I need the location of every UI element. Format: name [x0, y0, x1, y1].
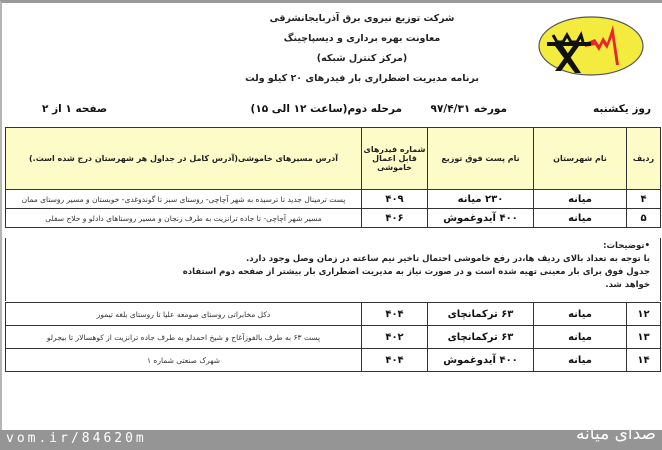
cell-feeder: ۴۰۴ [362, 303, 428, 326]
cell-address: دکل مخابراتی روستای صومعه علیا تا روستای بلغه تیمور [6, 303, 362, 326]
cell-post: ۶۳ ترکمانچای [428, 326, 534, 349]
header-radif: ردیف [627, 128, 661, 190]
cell-radif: ۱۴ [627, 349, 661, 372]
watermark-footer [0, 424, 662, 450]
cell-city: میانه [534, 303, 627, 326]
power-company-logo-icon [537, 15, 645, 77]
cell-feeder: ۴۰۴ [362, 349, 428, 372]
company-name: شرکت توزیع نیروی برق آذربایجانشرقی [269, 13, 455, 24]
note-line: جدول فوق برای بار معینی تهیه شده است و در صورت نیاز به مدیریت اضطراری بار بیشتر از صفحه دوم استفاده [182, 267, 650, 277]
short-url: vom.ir/84620m [6, 431, 147, 446]
table-row [6, 303, 661, 326]
header-post: نام پست فوق توزیع [428, 128, 534, 190]
cell-city: میانه [534, 326, 627, 349]
cell-radif: ۱۳ [627, 326, 661, 349]
brand-watermark: صدای میانه [575, 424, 656, 444]
cell-post: ۲۳۰ میانه [428, 190, 534, 209]
table-row [6, 349, 661, 372]
cell-address: پست ترمینال جدید تا ترسیده به شهر آچاچی- روستای سبز تا گوندوغدی- خوبستان و مسیر روستای ممان [6, 190, 362, 209]
cell-post: ۶۳ ترکمانچای [428, 303, 534, 326]
center-name: (مرکز کنترل شبکه) [316, 53, 408, 64]
cell-feeder: ۴۰۶ [362, 209, 428, 228]
page-number: صفحه ۱ از ۲ [42, 103, 108, 115]
header-feeder: شماره فیدرهای قابل اعمال خاموشی [362, 128, 428, 190]
cell-post: ۴۰۰ آیدوغموش [428, 349, 534, 372]
cell-radif: ۱۲ [627, 303, 661, 326]
document-title: برنامه مدیریت اضطراری بار فیدرهای ۲۰ کیلو ولت [245, 73, 479, 84]
phase-label: مرحله دوم(ساعت ۱۲ الی ۱۵) [250, 103, 402, 115]
header-city: نام شهرستان [534, 128, 627, 190]
date-label: مورخه ۹۷/۴/۳۱ [430, 103, 507, 115]
cell-radif: ۵ [627, 209, 661, 228]
table-row [6, 326, 661, 349]
cell-radif: ۴ [627, 190, 661, 209]
cell-feeder: ۴۰۹ [362, 190, 428, 209]
notes-section [5, 238, 661, 301]
document-header [202, 9, 522, 89]
cell-feeder: ۴۰۲ [362, 326, 428, 349]
table-row [6, 190, 661, 209]
note-line: با توجه به تعداد بالای ردیف ها،در رفع خاموشی احتمال تاخیر نیم ساعته در زمان وصل وجود دارد. [246, 254, 650, 264]
notes-title: • توضیحات: [16, 240, 650, 253]
outage-table-top [5, 127, 661, 228]
note-line: خواهد شد. [605, 280, 650, 290]
cell-address: پست ۶۳ به طرف بالفوزآغاج و شیخ احمدلو به طرف جاده ترانزیت از کوهسالار تا بیجرلو [6, 326, 362, 349]
cell-address: شهرک صنعتی شماره ۱ [6, 349, 362, 372]
department-name: معاونت بهره برداری و دیسپاچینگ [283, 33, 441, 44]
cell-city: میانه [534, 190, 627, 209]
document-meta [12, 103, 657, 125]
day-label: روز یکشنبه [593, 103, 651, 115]
outage-table-bottom [5, 302, 661, 372]
header-address: آدرس مسیرهای خاموشی(آدرس کامل در جداول هر شهرستان درج شده است.) [6, 128, 362, 190]
table-row [6, 209, 661, 228]
cell-city: میانه [534, 349, 627, 372]
table-header-row [6, 128, 661, 190]
cell-address: مسیر شهر آچاچی- تا جاده ترانزیت به طرف زنجان و مسیر روستاهای دادلو و حلاج سفلی [6, 209, 362, 228]
cell-city: میانه [534, 209, 627, 228]
cell-post: ۴۰۰ آیدوغموش [428, 209, 534, 228]
